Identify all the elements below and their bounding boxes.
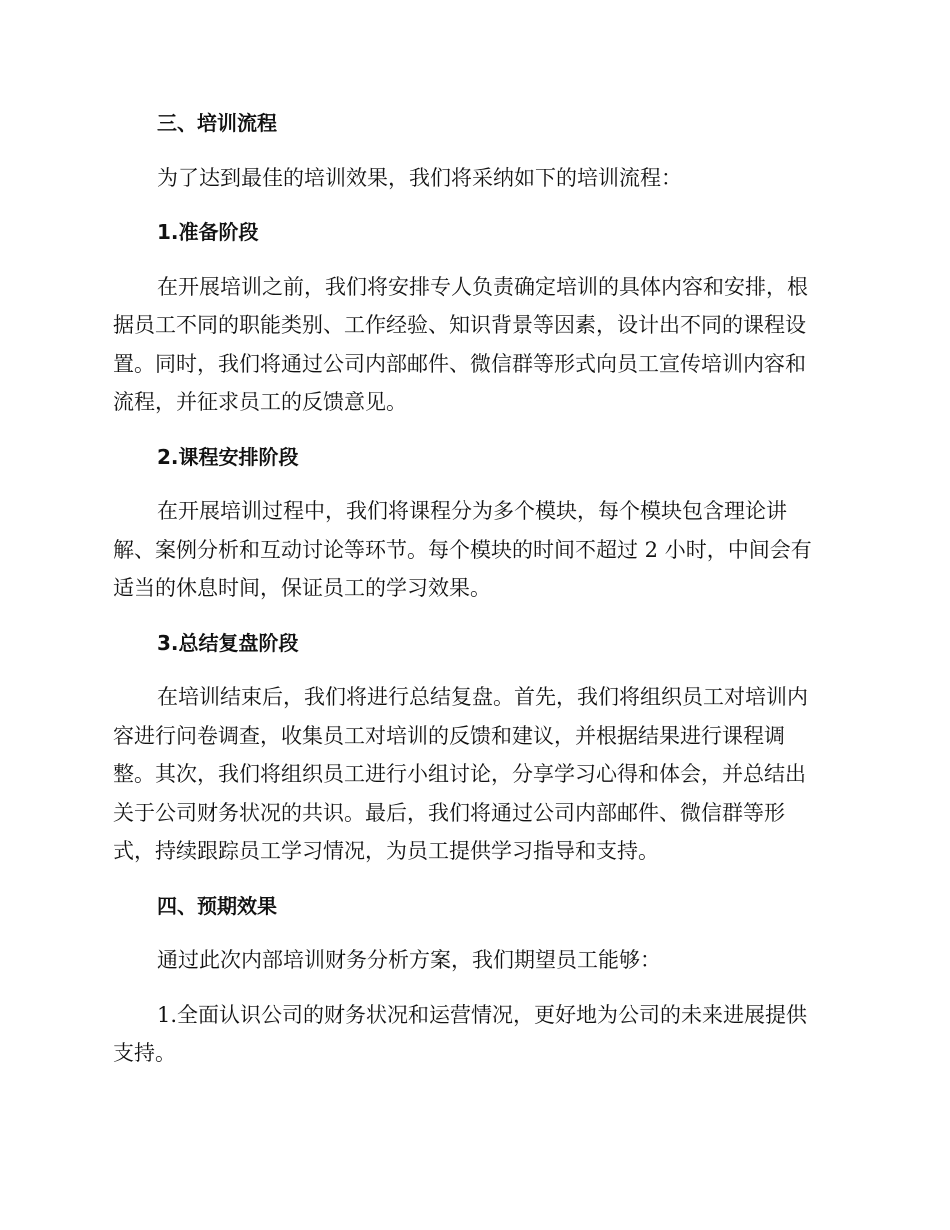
paragraph-line: 为了达到最佳的培训效果，我们将采纳如下的培训流程： [157, 165, 682, 190]
paragraph-line: 1.全面认识公司的财务状况和运营情况，更好地为公司的未来进展提供 [157, 1002, 808, 1027]
document-page [113, 104, 830, 1089]
paragraph-line: 在开展培训过程中，我们将课程分为多个模块，每个模块包含理论讲 [157, 499, 787, 523]
paragraph-line: 解、案例分析和互动讨论等环节。每个模块的时间不超过 2 小时，中间会有 [113, 537, 812, 562]
paragraph-line: 容进行问卷调查，收集员工对培训的反馈和建议，并根据结果进行课程调 [113, 723, 785, 748]
section-heading-expected-effects: 四、预期效果 [157, 893, 277, 918]
paragraph-line: 支持。 [113, 1041, 176, 1065]
section-intro-paragraph [113, 159, 830, 198]
subheading-preparation-stage: 1.准备阶段 [157, 220, 259, 244]
preparation-stage-paragraph [113, 268, 830, 422]
paragraph-line: 置。同时，我们将通过公司内部邮件、微信群等形式向员工宣传培训内容和 [113, 351, 806, 376]
paragraph-line: 流程，并征求员工的反馈意见。 [113, 390, 407, 414]
expected-effect-item-1 [113, 996, 830, 1073]
subheading-review-stage: 3.总结复盘阶段 [157, 630, 299, 655]
paragraph-line: 适当的休息时间，保证员工的学习效果。 [113, 576, 491, 600]
paragraph-line: 整。其次，我们将组织员工进行小组讨论，分享学习心得和体会，并总结出 [113, 762, 806, 786]
paragraph-line: 在开展培训之前，我们将安排专人负责确定培训的具体内容和安排，根 [157, 274, 808, 299]
subheading-course-arrangement-stage: 2.课程安排阶段 [157, 444, 299, 469]
review-stage-paragraph [113, 678, 830, 871]
paragraph-line: 式，持续跟踪员工学习情况，为员工提供学习指导和支持。 [113, 839, 659, 863]
section-heading-training-process: 三、培训流程 [157, 111, 277, 135]
expected-effects-intro-paragraph [113, 941, 830, 980]
paragraph-line: 通过此次内部培训财务分析方案，我们期望员工能够： [157, 948, 661, 972]
course-arrangement-paragraph [113, 492, 830, 608]
paragraph-line: 关于公司财务状况的共识。最后，我们将通过公司内部邮件、微信群等形 [113, 800, 785, 825]
paragraph-line: 在培训结束后，我们将进行总结复盘。首先，我们将组织员工对培训内 [157, 685, 808, 709]
paragraph-line: 据员工不同的职能类别、工作经验、知识背景等因素，设计出不同的课程设 [113, 313, 806, 337]
